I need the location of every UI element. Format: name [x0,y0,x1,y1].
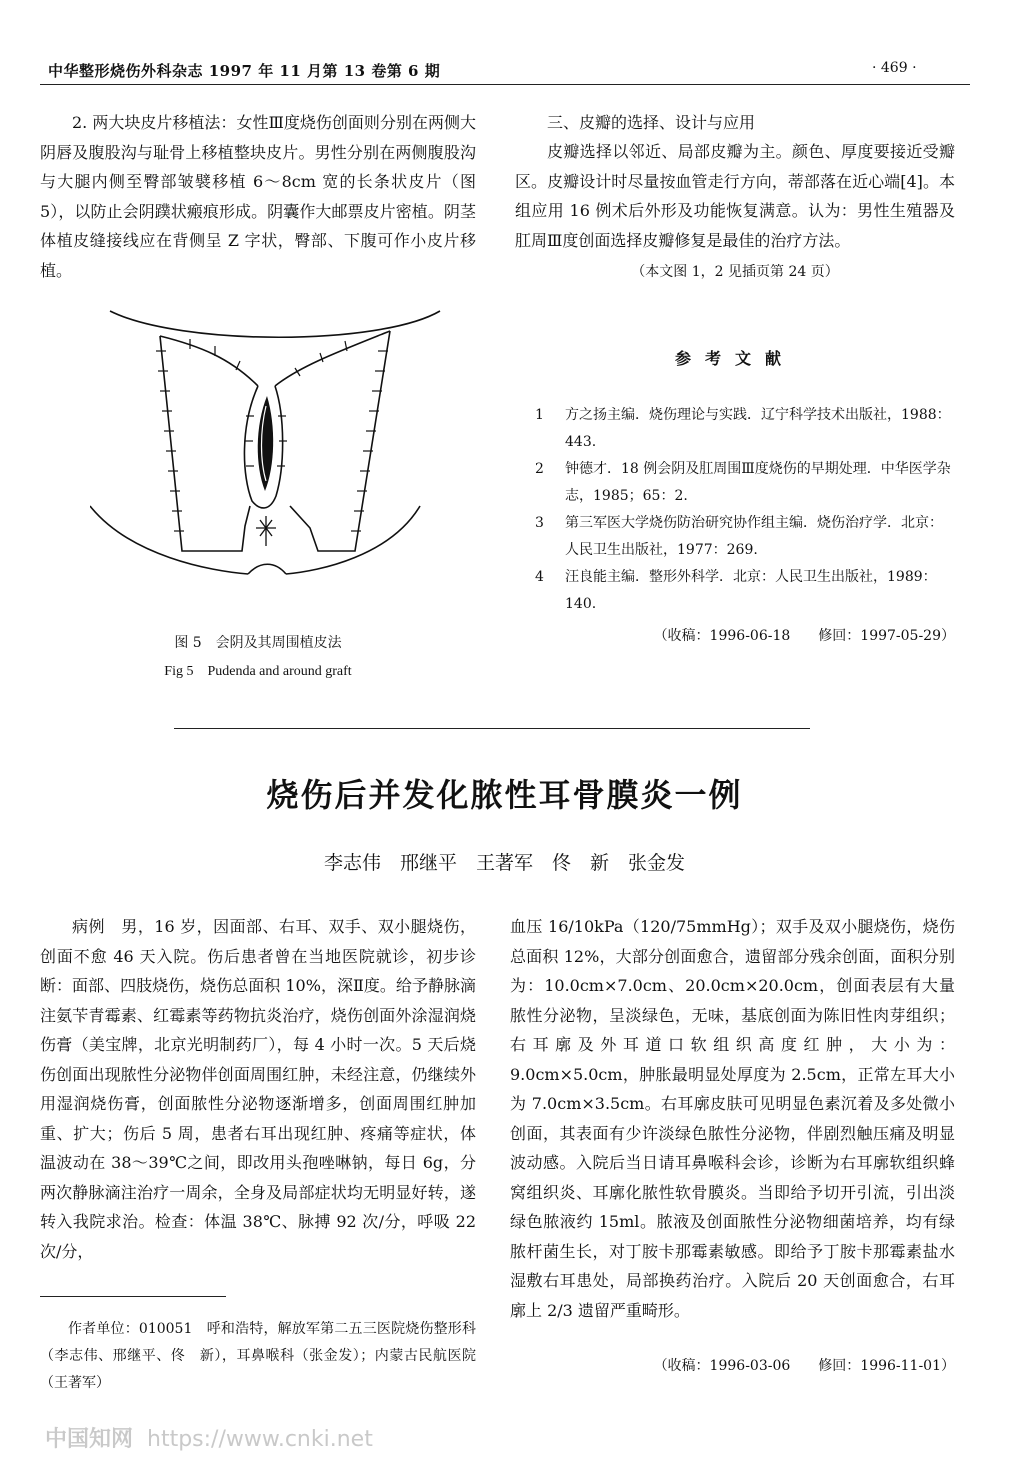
page-number: · 469 · [872,60,917,76]
case-paragraph-left: 病例 男，16 岁，因面部、右耳、双手、双小腿烧伤，创面不愈 46 天入院。伤后患者曾在当地医院就诊，初步诊断：面部、四肢烧伤，烧伤总面积 10%，深Ⅱ度。给予静脉滴注氨苄青霉素、红霉素等药物抗炎治疗，烧伤创面外涂湿润烧伤膏（美宝牌，北京光明制药厂），每 4 小时一次。5 天后烧伤创面出现脓性分泌物伴创面周围红肿，未经注意，仍继续外用湿润烧伤膏，创面脓性分泌物逐渐增多，创面周围红肿加重、扩大；伤后 5 周，患者右耳出现红肿、疼痛等症状，体温波动在 38～39℃之间，即改用头孢唑啉钠，每日 6g，分两次静脉滴注治疗一周余，全身及局部症状均无明显好转，遂转入我院求治。检查：体温 38℃、脉搏 92 次/分，呼吸 22 次/分， [40,917,476,1261]
figure-insert-note: （本文图 1，2 见插页第 24 页） [631,264,839,280]
flap-section [515,108,955,281]
reference-text: 第三军医大学烧伤防治研究协作组主编．烧伤治疗学．北京：人民卫生出版社，1977：269. [565,515,943,558]
figure-caption-chinese: 图 5 会阴及其周围植皮法 [174,635,342,651]
cnki-watermark [45,1422,373,1453]
footnote-rule [40,1296,226,1297]
references-list [535,402,955,618]
author-affiliation-footnote: 作者单位：010051 呼和浩特，解放军第二五三医院烧伤整形科（李志伟、邢继平、佟 新），耳鼻喉科（张金发）；内蒙古民航医院（王著军） [40,1321,476,1391]
reference-item [535,402,955,456]
reference-text: 方之扬主编．烧伤理论与实践．辽宁科学技术出版社，1988：443. [565,407,951,450]
reference-item [535,510,955,564]
grafting-paragraph: 2. 两大块皮片移植法：女性Ⅲ度烧伤创面则分别在两侧大阴唇及腹股沟与耻骨上移植整块皮片。男性分别在两侧腹股沟与大腿内侧至臀部皱襞移植 6～8cm 宽的长条状皮片（图 5），以防止会阴蹼状瘢痕形成。阴囊作大邮票皮片密植。阴茎体植皮缝接线应在背侧呈 Z 字状，臀部、下腹可作小皮片移植。 [40,113,476,280]
article-separator [174,728,810,729]
header-rule [40,84,970,85]
reference-number: 4 [535,569,544,585]
reference-number: 1 [535,407,544,423]
case-report-left [40,912,476,1266]
journal-header: 中华整形烧伤外科杂志 1997 年 11 月第 13 卷第 6 期 [48,62,441,80]
watermark-brand: 中国知网 [45,1427,134,1452]
figure-caption-english: Fig 5 Pudenda and around graft [164,664,352,679]
article-authors: 李志伟 邢继平 王著军 佟 新 张金发 [323,852,685,874]
case-report-right [510,912,955,1325]
watermark-url: https://www.cnki.net [147,1427,373,1452]
reference-number: 2 [535,461,544,477]
received-date-2: （收稿：1996-03-06 修回：1996-11-01） [653,1358,955,1374]
reference-text: 钟德才．18 例会阴及肛周围Ⅲ度烧伤的早期处理．中华医学杂志，1985；65：2. [565,461,951,504]
flap-paragraph: 皮瓣选择以邻近、局部皮瓣为主。颜色、厚度要接近受瓣区。皮瓣设计时尽量按血管走行方向，蒂部落在近心端[4]。本组应用 16 例术后外形及功能恢复满意。认为：男性生殖器及肛周Ⅲ度创面选择皮瓣修复是最佳的治疗方法。 [515,142,955,250]
article-title: 烧伤后并发化脓性耳骨膜炎一例 [266,776,743,814]
case-paragraph-right: 血压 16/10kPa（120/75mmHg）；双手及双小腿烧伤，烧伤总面积 12%，大部分创面愈合，遗留部分残余创面，面积分别为：10.0cm×7.0cm、20.0cm×20.0cm，创面表层有大量脓性分泌物，呈淡绿色，无味，基底创面为陈旧性肉芽组织；右耳廓及外耳道口软组织高度红肿，大小为：9.0cm×5.0cm，肿胀最明显处厚度为 2.5cm，正常左耳大小为 7.0cm×3.5cm。右耳廓皮肤可见明显色素沉着及多处微小创面，其表面有少许淡绿色脓性分泌物，伴剧烈触压痛及明显波动感。入院后当日请耳鼻喉科会诊，诊断为右耳廓软组织蜂窝组织炎、耳廓化脓性软骨膜炎。当即给予切开引流，引出淡绿色脓液约 15ml。脓液及创面脓性分泌物细菌培养，均有绿脓杆菌生长，对丁胺卡那霉素敏感。即给予丁胺卡那霉素盐水湿敷右耳患处，局部换药治疗。入院后 20 天创面愈合，右耳廓上 2/3 遗留严重畸形。 [510,917,955,1320]
reference-number: 3 [535,515,544,531]
section-heading: 三、皮瓣的选择、设计与应用 [547,113,756,132]
figure-5-illustration [90,306,470,591]
reference-text: 汪良能主编．整形外科学．北京：人民卫生出版社，1989：140. [565,569,937,612]
reference-item [535,456,955,510]
received-date-1: （收稿：1996-06-18 修回：1997-05-29） [653,628,955,644]
grafting-method-text [40,108,476,285]
references-title: 参考文献 [674,349,795,368]
reference-item [535,564,955,618]
